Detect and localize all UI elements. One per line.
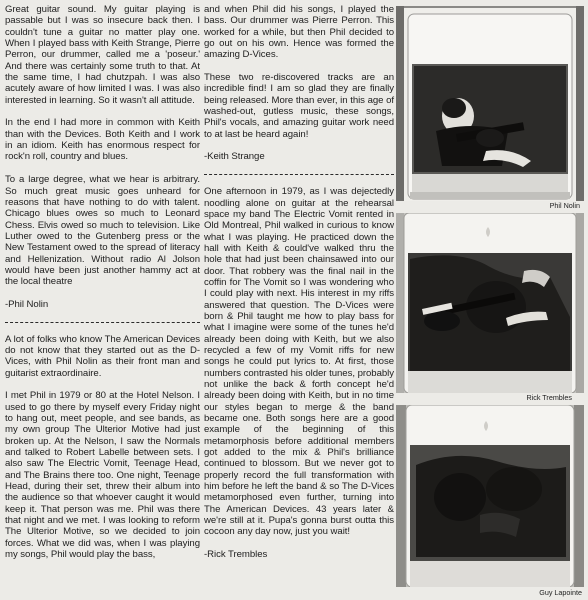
dashed-divider (204, 174, 394, 175)
paragraph: Great guitar sound. My guitar playing is passable but I was so insecure back then. I couldn't tune a guitar no matter play one. When I played bass with Keith Strange, Pierre Perron, our drummer, called me a 'poseur.' And there was certainly some truth to that. At the same time, I had chutzpah. I was also acutely aware of how limited I was. I was also interested in learning. So it wasn't all attitude. (5, 4, 200, 106)
photo-rick-trembles (396, 213, 584, 393)
fridge-photo-image (396, 213, 584, 393)
photo-phil-nolin (396, 6, 584, 201)
caption-rick-trembles: Rick Trembles (526, 393, 572, 402)
paragraph: I met Phil in 1979 or 80 at the Hotel Nelson. I used to go there by myself every Friday night to hang out, meet people, and see bands, as my own group The Ulterior Motive had just broken up. At the Nelson, I saw the Normals and talked to Robert Labelle between sets. I also saw The Electric Vomit, Teenage Head, and The Brains there too. One night, Teenage Head, during their set, threw their album into the audience so that whoever caught it would keep it. That person was me. Phil was there that night and we met. I was looking to reform The Ulterior Motive, so we decided to join forces. What we did was, when I was playing my songs, Phil would play the bass, (5, 390, 200, 561)
signature-keith-strange: -Keith Strange (204, 151, 265, 163)
caption-phil-nolin: Phil Nolin (549, 201, 580, 210)
dashed-divider (5, 322, 200, 323)
paragraph: In the end I had more in common with Keith than with the Devices. Both Keith and I work in an idiom. Keith has enormous respect for rock'n roll, country and blues. (5, 117, 200, 163)
fridge-photo-image (396, 6, 584, 201)
paragraph: One afternoon in 1979, as I was dejectedly noodling alone on guitar at the rehearsal space my band The Electric Vomit rented in Old Montreal, Phil walked in curious to know what I was playing. He practiced down the hall with Keith & could've walked thru the hole that had just been chainsawed into our door. That robbery was the final nail in the coffin for The Vomit so I was wondering who I could play with next. His interest in my riffs answered that question. The D-Vices were born & Phil taught me how to play bass for what I imagine were some of the tunes he'd already been doing with Keith, but we also recycled a few of my Vomit riffs for new songs he could put lyrics to. At first, those numbers contrasted his older tunes, probably not unlike the back & forth concept he'd already been doing with Keith, but in no time our styles began to merge & the band became one. Both songs here are a good example of the beginning of this metamorphosis before additional members got added to the mix & Phil's brilliance continued to blossom. But we never got to properly record the full transformation with him before he left the band & so The D-Vices metamorphosed even further, turning into The American Devices. 43 years later & we're still at it. Pupa's gonna burst outta this cocoon any day now, just you wait! (204, 186, 394, 538)
paragraph: A lot of folks who know The American Devices do not know that they started out as the D-Vices, with Phil Nolin as their front man and guitarist extraordinaire. (5, 333, 200, 379)
paragraph: These two re-discovered tracks are an incredible find! I am so glad they are finally being released. More than ever, in this age of washed-out, gutless music, these songs, Phil's vocals, and amazing guitar work need to at last be heard again! (204, 72, 394, 140)
article-column-1 (5, 4, 200, 561)
photo-panel (396, 0, 584, 600)
photo-guy-lapointe (396, 405, 584, 587)
signature-phil-nolin: -Phil Nolin (5, 298, 49, 310)
article-column-2 (204, 4, 394, 561)
fridge-photo-image (396, 405, 584, 587)
paragraph: To a large degree, what we hear is arbitrary. So much great music goes unheard for reasons that have nothing to do with talent. Chicago blues owes so much to Leonard Chess. Elvis owed so much to television. Like Luther owed to the Gutenberg press or the New Testament owed to the spread of literacy and Hellenization. Without radio Al Jolson would have been just another hammy act at the local theatre (5, 174, 200, 288)
signature-rick-trembles: -Rick Trembles (204, 549, 268, 561)
paragraph: and when Phil did his songs, I played the bass. Our drummer was Pierre Perron. This worked for a while, but then Phil decided to go out on his own. Hence was formed the amazing D-Vices. (204, 4, 394, 61)
caption-guy-lapointe: Guy Lapointe (539, 588, 582, 597)
